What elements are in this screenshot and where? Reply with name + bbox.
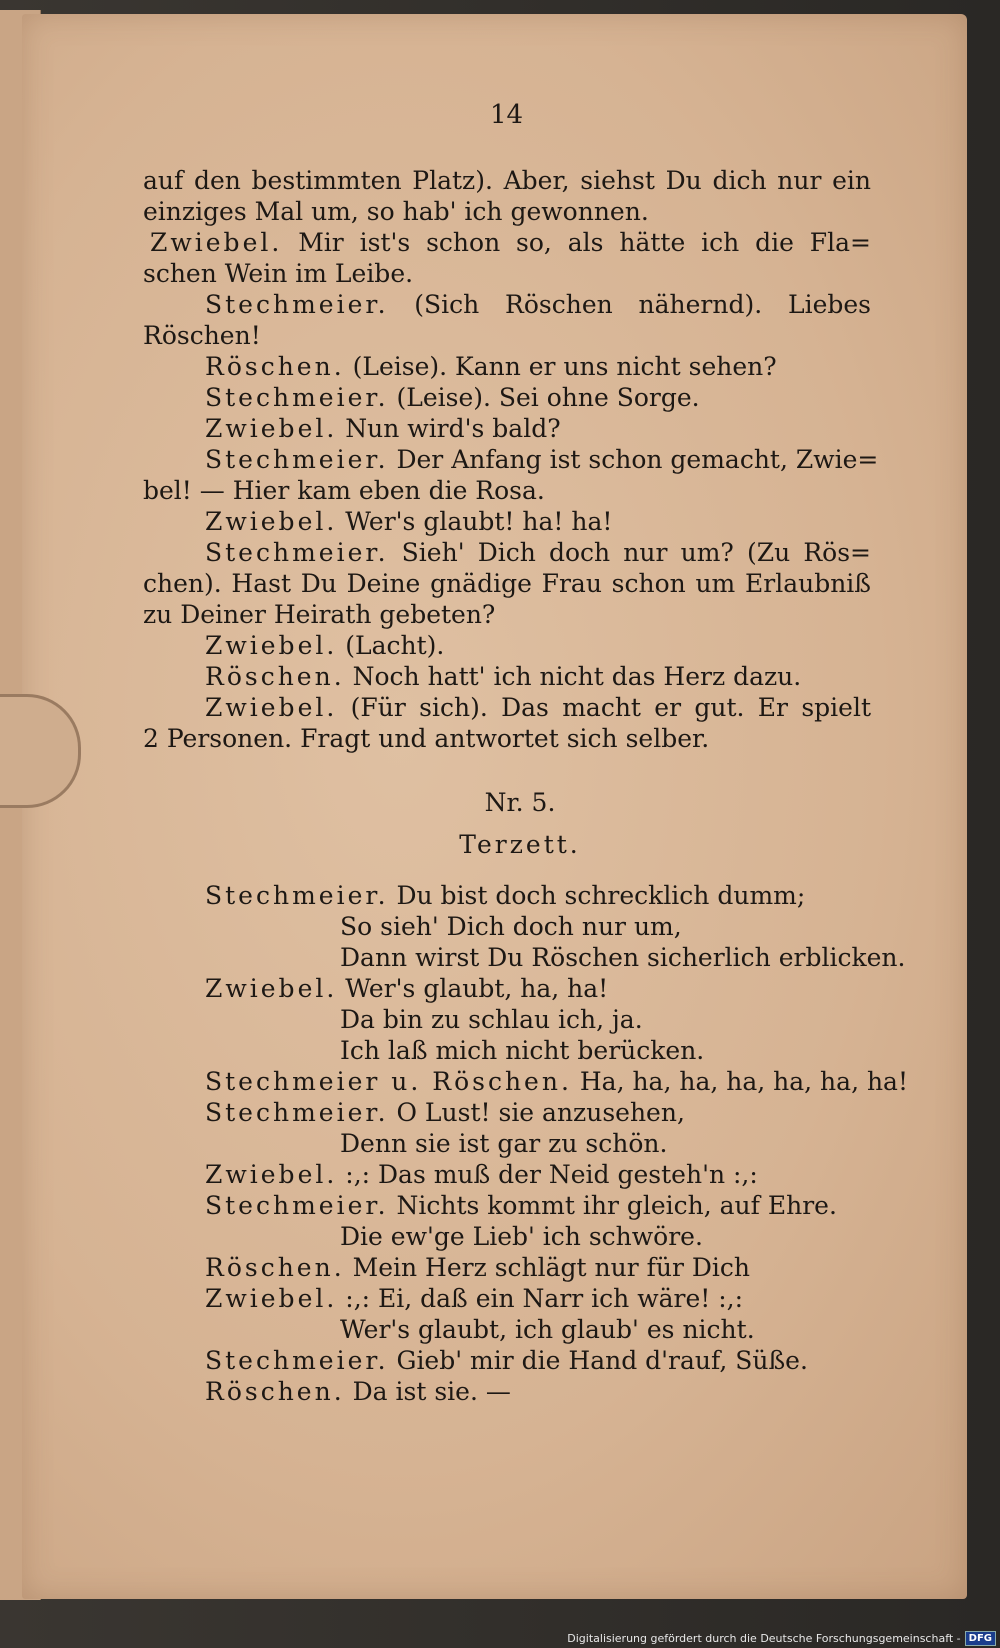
- song-text: Nichts kommt ihr gleich, auf Ehre.: [396, 1191, 837, 1220]
- dfg-logo: DFG: [965, 1631, 996, 1646]
- song-line: Da bin zu schlau ich, ja.: [340, 1005, 643, 1034]
- text-line: 2 Personen. Fragt und antwortet sich selber.: [143, 724, 710, 753]
- credit-text: Digitalisierung gefördert durch die Deutsche Forschungsgemeinschaft -: [567, 1632, 961, 1645]
- text-line: [205, 506, 612, 537]
- section-number: Nr. 5.: [484, 788, 556, 817]
- speaker-name: Stechmeier.: [205, 1098, 389, 1127]
- text-line: [205, 692, 871, 723]
- text-line: [205, 413, 561, 444]
- speaker-name: Stechmeier.: [205, 1191, 389, 1220]
- text-line: chen). Hast Du Deine gnädige Frau schon um Erlaubniß: [143, 569, 871, 598]
- song-text: Gieb' mir die Hand d'rauf, Süße.: [396, 1346, 808, 1375]
- speaker-name: Stechmeier.: [205, 445, 389, 474]
- song-line: Dann wirst Du Röschen sicherlich erblicken.: [340, 943, 906, 972]
- text-line: [150, 227, 871, 258]
- text-line: [205, 537, 871, 568]
- dialogue-text: (Lacht).: [345, 631, 445, 660]
- dialogue-text: Mir ist's schon so, als hätte ich die Fla=: [298, 228, 871, 257]
- speaker-name: Röschen.: [205, 1253, 345, 1282]
- song-line: Die ew'ge Lieb' ich schwöre.: [340, 1222, 703, 1251]
- song-line: [205, 1097, 685, 1128]
- text-line: Röschen!: [143, 321, 261, 350]
- song-text: Da ist sie. —: [352, 1377, 511, 1406]
- speaker-name: Stechmeier.: [205, 538, 389, 567]
- text-line: [205, 630, 444, 661]
- speaker-name: Stechmeier.: [205, 290, 389, 319]
- song-line: So sieh' Dich doch nur um,: [340, 912, 682, 941]
- song-line: [205, 973, 608, 1004]
- song-line: [205, 1345, 808, 1376]
- speaker-name: Röschen.: [205, 662, 345, 691]
- speaker-name: Zwiebel.: [205, 1284, 338, 1313]
- song-line: Denn sie ist gar zu schön.: [340, 1129, 668, 1158]
- text-line: [205, 351, 777, 382]
- song-text: :,: Ei, daß ein Narr ich wäre! :,:: [345, 1284, 744, 1313]
- speaker-name: Röschen.: [205, 1377, 345, 1406]
- text-line: [205, 289, 871, 320]
- page-number: 14: [490, 100, 524, 130]
- song-line: [205, 1252, 750, 1283]
- speaker-name: Stechmeier.: [205, 881, 389, 910]
- speaker-name: Zwiebel.: [205, 1160, 338, 1189]
- dialogue-text: Sieh' Dich doch nur um? (Zu Rös=: [401, 538, 871, 567]
- song-text: Mein Herz schlägt nur für Dich: [352, 1253, 751, 1282]
- text-line: [205, 444, 879, 475]
- text-line: [205, 382, 700, 413]
- speaker-name: Stechmeier.: [205, 383, 389, 412]
- speaker-name: Zwiebel.: [205, 507, 338, 536]
- song-line: [205, 1376, 511, 1407]
- song-text: :,: Das muß der Neid gesteh'n :,:: [345, 1160, 758, 1189]
- dialogue-text: Nun wird's bald?: [345, 414, 561, 443]
- text-line: [205, 661, 801, 692]
- digitization-credit: [567, 1631, 996, 1646]
- text-line: zu Deiner Heirath gebeten?: [143, 600, 496, 629]
- song-line: [205, 1066, 908, 1097]
- song-text: Wer's glaubt, ha, ha!: [345, 974, 609, 1003]
- text-line: auf den bestimmten Platz). Aber, siehst Du dich nur ein: [143, 166, 871, 195]
- song-line: Wer's glaubt, ich glaub' es nicht.: [340, 1315, 755, 1344]
- speaker-name: Röschen.: [205, 352, 345, 381]
- dialogue-text: Wer's glaubt! ha! ha!: [345, 507, 613, 536]
- song-line: [205, 1190, 837, 1221]
- speaker-name: Zwiebel.: [205, 414, 338, 443]
- speaker-name: Zwiebel.: [205, 631, 338, 660]
- speaker-name: Zwiebel.: [150, 228, 283, 257]
- dialogue-text: (Sich Röschen nähernd). Liebes: [414, 290, 871, 319]
- song-line: [205, 880, 805, 911]
- dialogue-text: Der Anfang ist schon gemacht, Zwie=: [396, 445, 879, 474]
- speaker-name: Stechmeier u. Röschen.: [205, 1067, 572, 1096]
- song-line: [205, 1159, 758, 1190]
- speaker-name: Zwiebel.: [205, 974, 338, 1003]
- speaker-name: Zwiebel.: [205, 693, 338, 722]
- section-title: Terzett.: [459, 830, 581, 859]
- dialogue-text: (Leise). Kann er uns nicht sehen?: [352, 352, 777, 381]
- song-text: Du bist doch schrecklich dumm;: [396, 881, 806, 910]
- song-line: [205, 1283, 743, 1314]
- song-text: Ha, ha, ha, ha, ha, ha, ha!: [579, 1067, 909, 1096]
- dialogue-text: (Leise). Sei ohne Sorge.: [396, 383, 700, 412]
- dialogue-text: (Für sich). Das macht er gut. Er spielt: [350, 693, 872, 722]
- song-text: O Lust! sie anzusehen,: [396, 1098, 685, 1127]
- text-line: einziges Mal um, so hab' ich gewonnen.: [143, 197, 649, 226]
- text-line: bel! — Hier kam eben die Rosa.: [143, 476, 545, 505]
- text-line: schen Wein im Leibe.: [143, 259, 414, 288]
- song-line: Ich laß mich nicht berücken.: [340, 1036, 705, 1065]
- dialogue-text: Noch hatt' ich nicht das Herz dazu.: [352, 662, 802, 691]
- speaker-name: Stechmeier.: [205, 1346, 389, 1375]
